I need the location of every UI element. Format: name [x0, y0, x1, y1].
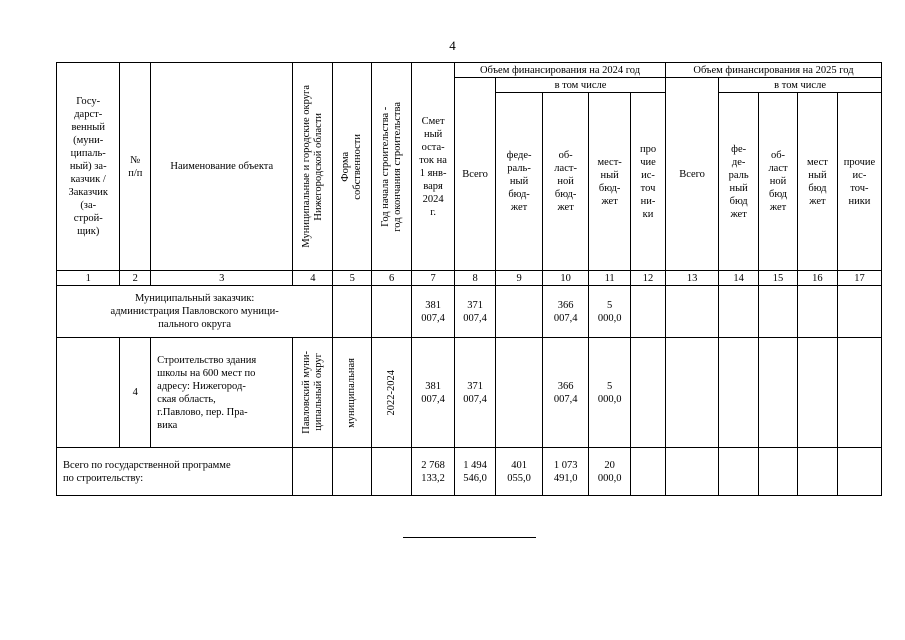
cell-empty: [631, 448, 666, 496]
column-number: 5: [333, 271, 372, 286]
object-ownership: муниципальная: [333, 338, 372, 448]
cell-empty: [719, 448, 759, 496]
cell-regional-2024: 1 073 491,0: [543, 448, 589, 496]
cell-empty: [333, 448, 372, 496]
column-number: 4: [293, 271, 333, 286]
header-total-2025: Всего: [665, 78, 718, 271]
object-name: Строительство здания школы на 600 мест по адресу: Нижегород- ская область, г.Павлово, пер. Пра- вика: [151, 338, 293, 448]
cell-empty: [372, 286, 412, 338]
header-federal-2024: феде- раль- ный бюд- жет: [496, 93, 543, 271]
cell-empty: [293, 448, 333, 496]
cell-empty: [57, 338, 120, 448]
column-number: 1: [57, 271, 120, 286]
header-object-name: Наименование объекта: [151, 63, 293, 271]
header-customer: Госу- дарст- венный (муни- ципаль- ный) за- казчик / Заказчик (за- строй- щик): [57, 63, 120, 271]
cell-empty: [719, 286, 759, 338]
cell-empty: [837, 448, 881, 496]
header-total-2024: Всего: [455, 78, 496, 271]
cell-empty: [797, 448, 837, 496]
cell-empty: [665, 338, 718, 448]
column-number: 16: [797, 271, 837, 286]
cell-empty: [797, 286, 837, 338]
header-local-2025: мест ный бюд жет: [797, 93, 837, 271]
header-regional-2024: об- ласт- ной бюд- жет: [543, 93, 589, 271]
header-other-2025: прочие ис- точ- ники: [837, 93, 881, 271]
footnote-divider: [403, 537, 536, 538]
cell-total-2024: 1 494 546,0: [455, 448, 496, 496]
cell-empty: [719, 338, 759, 448]
table-row-customer: [57, 286, 882, 338]
cell-empty: [372, 448, 412, 496]
header-index: № п/п: [120, 63, 151, 271]
cell-regional-2024: 366 007,4: [543, 286, 589, 338]
column-number: 6: [372, 271, 412, 286]
cell-empty: [797, 338, 837, 448]
cell-empty: [333, 286, 372, 338]
column-number: 7: [412, 271, 455, 286]
column-number: 11: [589, 271, 631, 286]
cell-total-2024: 371 007,4: [455, 338, 496, 448]
header-federal-2025: фе- де- раль ный бюд жет: [719, 93, 759, 271]
header-local-2024: мест- ный бюд- жет: [589, 93, 631, 271]
cell-empty: [759, 286, 798, 338]
cell-total-2024: 371 007,4: [455, 286, 496, 338]
cell-empty: [496, 338, 543, 448]
cell-empty: [759, 448, 798, 496]
cell-empty: [665, 448, 718, 496]
cell-empty: [496, 286, 543, 338]
cell-empty: [837, 338, 881, 448]
object-index: 4: [120, 338, 151, 448]
header-ownership: Форма собственности: [333, 63, 372, 271]
cell-local-2024: 5 000,0: [589, 286, 631, 338]
cell-local-2024: 5 000,0: [589, 338, 631, 448]
header-years: Год начала строительства - год окончания строительства: [372, 63, 412, 271]
cell-empty: [759, 338, 798, 448]
header-funding-2025: Объем финансирования на 2025 год: [665, 63, 881, 78]
header-regional-2025: об- ласт ной бюд жет: [759, 93, 798, 271]
column-numbers-row: [57, 271, 882, 286]
page-number: 4: [449, 38, 456, 53]
table-row-total: [57, 448, 882, 496]
header-estimate-balance: Смет ный оста- ток на 1 янв- варя 2024 г.: [412, 63, 455, 271]
cell-federal-2024: 401 055,0: [496, 448, 543, 496]
cell-empty: [631, 338, 666, 448]
header-including-2025: в том числе: [719, 78, 882, 93]
header-other-2024: про чие ис- точ ни- ки: [631, 93, 666, 271]
cell-empty: [631, 286, 666, 338]
column-number: 17: [837, 271, 881, 286]
header-funding-2024: Объем финансирования на 2024 год: [455, 63, 666, 78]
column-number: 10: [543, 271, 589, 286]
object-district: Павловский муни- ципальный округ: [293, 338, 333, 448]
table-row-object: [57, 338, 882, 448]
column-number: 9: [496, 271, 543, 286]
column-number: 8: [455, 271, 496, 286]
column-number: 3: [151, 271, 293, 286]
funding-table: [56, 62, 882, 496]
column-number: 12: [631, 271, 666, 286]
column-number: 13: [665, 271, 718, 286]
cell-regional-2024: 366 007,4: [543, 338, 589, 448]
column-number: 2: [120, 271, 151, 286]
cell-estimate-balance: 381 007,4: [412, 286, 455, 338]
cell-empty: [665, 286, 718, 338]
header-including-2024: в том числе: [496, 78, 666, 93]
column-number: 15: [759, 271, 798, 286]
header-municipal-districts: Муниципальные и городские округа Нижегородской области: [293, 63, 333, 271]
cell-empty: [837, 286, 881, 338]
customer-label: Муниципальный заказчик: администрация Павловского муници- пального округа: [57, 286, 333, 338]
cell-local-2024: 20 000,0: [589, 448, 631, 496]
column-number: 14: [719, 271, 759, 286]
cell-estimate-balance: 381 007,4: [412, 338, 455, 448]
total-label: Всего по государственной программе по строительству:: [57, 448, 293, 496]
cell-estimate-balance: 2 768 133,2: [412, 448, 455, 496]
object-years: 2022-2024: [372, 338, 412, 448]
